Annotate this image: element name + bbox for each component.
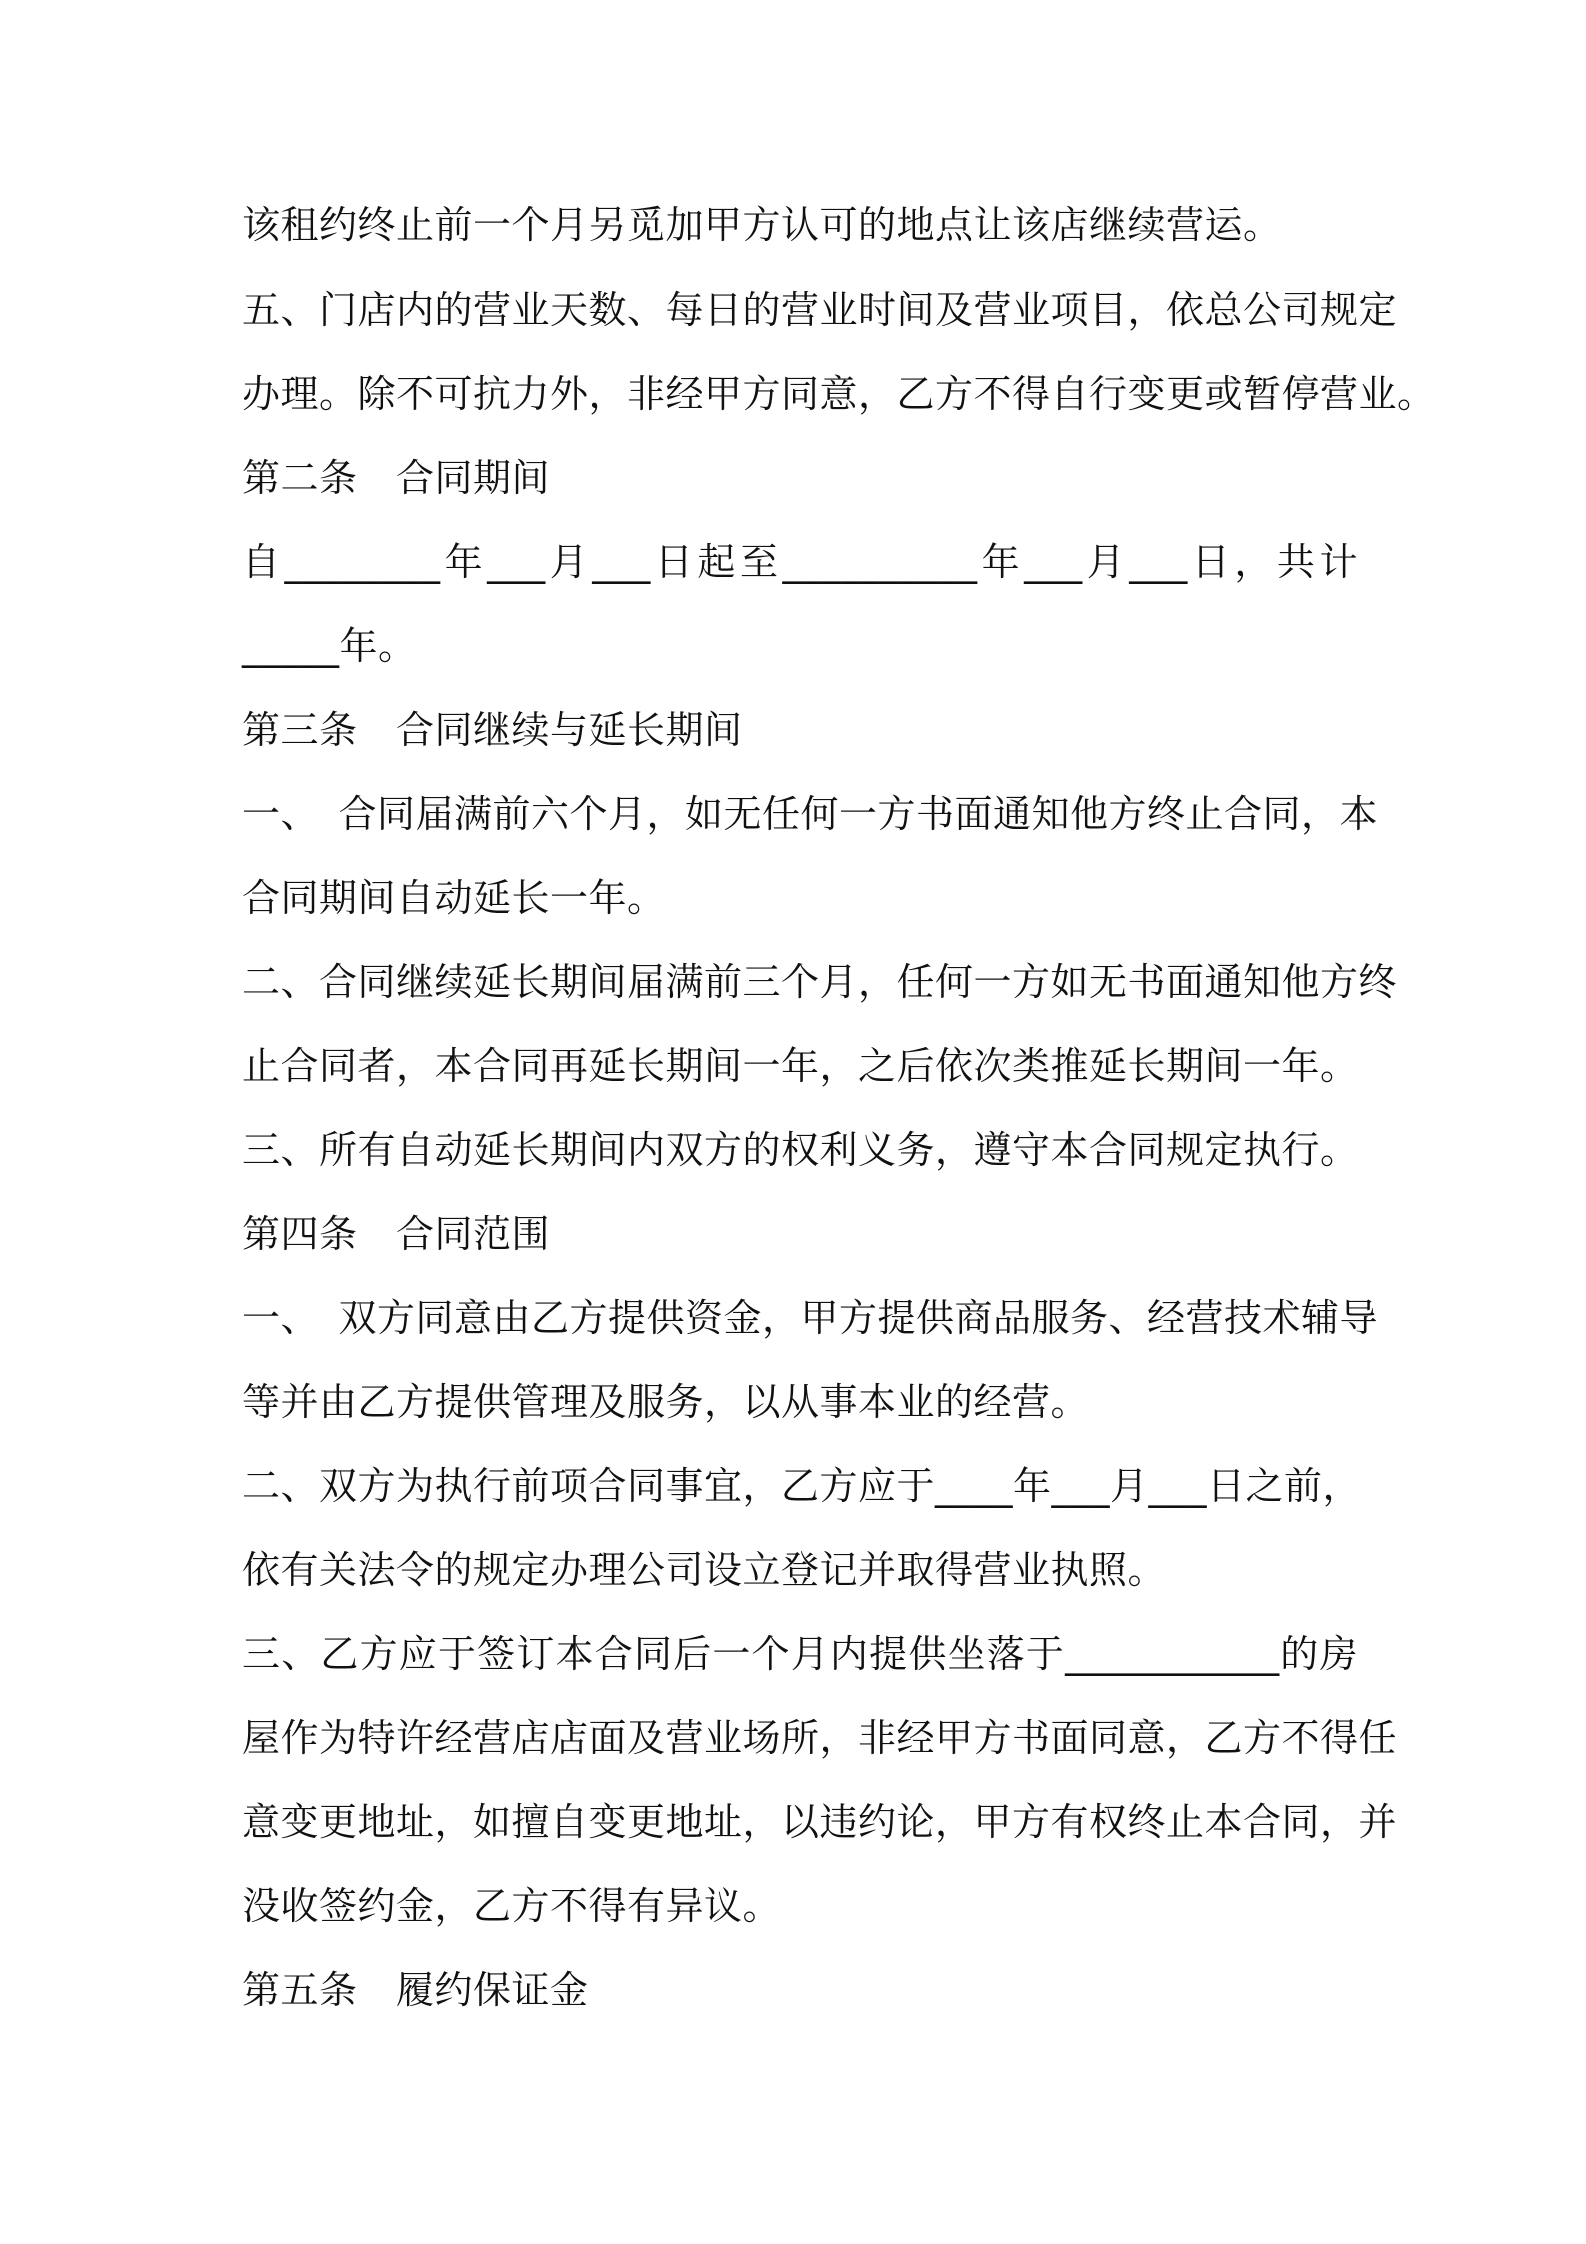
text-line: 合同期间自动延长一年。	[242, 876, 666, 920]
text-line: 屋作为特许经营店店面及营业场所，非经甲方书面同意，乙方不得任	[242, 1716, 1398, 1760]
text-line: 意变更地址，如擅自变更地址，以违约论，甲方有权终止本合同，并	[242, 1800, 1398, 1844]
text-line: 止合同者，本合同再延长期间一年，之后依次类推延长期间一年。	[242, 1044, 1359, 1088]
text-line: 五、门店内的营业天数、每日的营业时间及营业项目，依总公司规定	[242, 288, 1398, 332]
section-heading: 第二条 合同期间	[242, 456, 551, 500]
text-line: 二、双方为执行前项合同事宜，乙方应于____年___月___日之前，	[242, 1464, 1362, 1508]
text-line: _____年。	[242, 624, 417, 668]
text-line: 没收签约金，乙方不得有异议。	[242, 1884, 782, 1928]
text-line: 二、合同继续延长期间届满前三个月，任何一方如无书面通知他方终	[242, 960, 1398, 1004]
text-line: 一、 合同届满前六个月，如无任何一方书面通知他方终止合同，本	[242, 792, 1379, 836]
text-line: 一、 双方同意由乙方提供资金，甲方提供商品服务、经营技术辅导	[242, 1296, 1379, 1340]
text-line: 等并由乙方提供管理及服务，以从事本业的经营。	[242, 1380, 1090, 1424]
section-heading: 第三条 合同继续与延长期间	[242, 708, 743, 752]
section-heading: 第四条 合同范围	[242, 1212, 551, 1256]
text-line: 三、乙方应于签订本合同后一个月内提供坐落于___________的房	[242, 1632, 1358, 1676]
section-heading: 第五条 履约保证金	[242, 1968, 589, 2012]
text-line: 三、所有自动延长期间内双方的权利义务，遵守本合同规定执行。	[242, 1128, 1359, 1172]
text-line: 依有关法令的规定办理公司设立登记并取得营业执照。	[242, 1548, 1167, 1592]
text-line: 办理。除不可抗力外，非经甲方同意，乙方不得自行变更或暂停营业。	[242, 372, 1436, 416]
text-line: 自________年___月___日起至__________年___月___日，共计	[242, 540, 1358, 584]
text-line: 该租约终止前一个月另觅加甲方认可的地点让该店继续营运。	[242, 203, 1282, 247]
